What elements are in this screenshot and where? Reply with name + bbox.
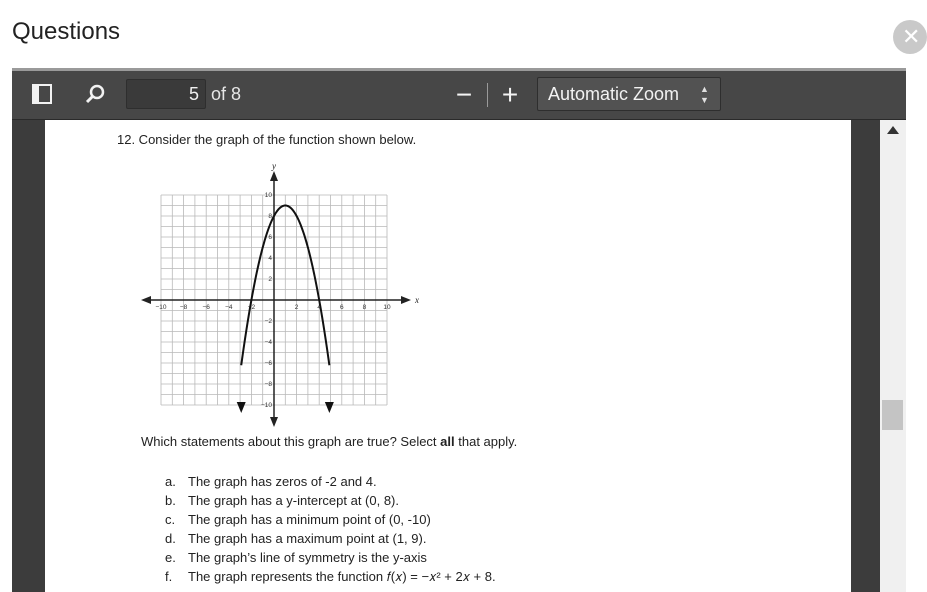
x-tick-label: 2 (294, 304, 299, 311)
x-tick-label: 6 (339, 304, 344, 311)
y-tick-label: 4 (268, 255, 272, 262)
option-text: The graph has a y-intercept at (0, 8). (188, 493, 399, 508)
y-tick-label: −8 (264, 381, 272, 388)
option-letter: e. (165, 550, 176, 565)
pdf-viewer (12, 68, 906, 592)
curve-arrow-left (237, 402, 246, 413)
y-tick-label: 10 (264, 192, 272, 199)
y-tick-label: −6 (264, 360, 272, 367)
select-arrows-icon: ▲ ▼ (700, 84, 709, 105)
x-tick-label: 4 (317, 304, 322, 311)
x-axis-arrow-right (401, 296, 411, 304)
page-title: Questions (12, 18, 121, 45)
curve-arrow-right (325, 402, 334, 413)
answer-option (165, 548, 496, 567)
x-axis-arrow-left (141, 296, 151, 304)
scroll-up-arrow-icon[interactable] (887, 126, 899, 134)
scroll-thumb[interactable] (882, 400, 903, 430)
x-tick-label: −8 (179, 304, 188, 311)
answer-options (165, 472, 496, 586)
vertical-scrollbar[interactable] (880, 120, 906, 592)
search-icon[interactable] (84, 83, 106, 105)
y-tick-label: −2 (264, 318, 272, 325)
x-tick-label: 8 (362, 304, 367, 311)
option-letter: d. (165, 531, 176, 546)
answer-option (165, 510, 496, 529)
question-text: 12. Consider the graph of the function shown below. (117, 132, 417, 147)
prompt-text-end: that apply. (454, 434, 518, 449)
answer-option (165, 491, 496, 510)
x-tick-label: −4 (225, 304, 233, 311)
prompt-text-start: Which statements about this graph are true? Select (141, 434, 441, 449)
document-area (12, 120, 880, 592)
answer-option (165, 529, 496, 548)
option-text: The graph has a minimum point of (0, -10) (188, 512, 431, 527)
answer-option (165, 567, 496, 586)
zoom-out-button[interactable]: − (455, 79, 473, 110)
y-tick-label: 2 (268, 276, 272, 283)
option-letter: c. (165, 512, 176, 527)
sidebar-toggle-icon[interactable] (32, 84, 52, 104)
y-axis-arrow-up (270, 171, 278, 181)
y-tick-label: −4 (264, 339, 272, 346)
option-letter: a. (165, 474, 176, 489)
y-tick-label: −10 (260, 402, 272, 409)
zoom-in-button[interactable]: + (501, 79, 519, 110)
answer-option (165, 472, 496, 491)
toolbar-divider (487, 83, 488, 107)
option-text: The graph represents the function 𝑓(𝑥) = −𝑥² + 2𝑥 + 8. (188, 569, 496, 584)
zoom-value: Automatic Zoom (548, 84, 680, 104)
y-axis-arrow-down (270, 417, 278, 427)
option-text: The graph has a maximum point at (1, 9). (188, 531, 427, 546)
function-graph (141, 160, 431, 420)
x-tick-label: −2 (247, 304, 256, 311)
x-tick-label: 10 (383, 304, 391, 311)
x-tick-label: −6 (202, 304, 210, 311)
option-text: The graph has zeros of -2 and 4. (188, 474, 377, 489)
option-text: The graph’s line of symmetry is the y-axis (188, 550, 427, 565)
prompt-text-bold: all (440, 434, 455, 449)
x-axis-label: x (415, 295, 419, 305)
y-tick-label: 8 (268, 213, 272, 220)
zoom-select[interactable] (537, 77, 721, 111)
pdf-page (45, 120, 851, 592)
question-prompt (141, 434, 517, 449)
y-axis-label: y (272, 161, 276, 171)
option-letter: f. (165, 569, 173, 584)
viewer-toolbar (12, 71, 906, 120)
page-count: of 8 (211, 84, 242, 104)
x-tick-label: −10 (155, 304, 167, 311)
close-icon[interactable]: ✕ (893, 20, 927, 54)
option-letter: b. (165, 493, 176, 508)
y-tick-label: 6 (268, 234, 272, 241)
page-number-input[interactable]: 5 (126, 79, 206, 109)
